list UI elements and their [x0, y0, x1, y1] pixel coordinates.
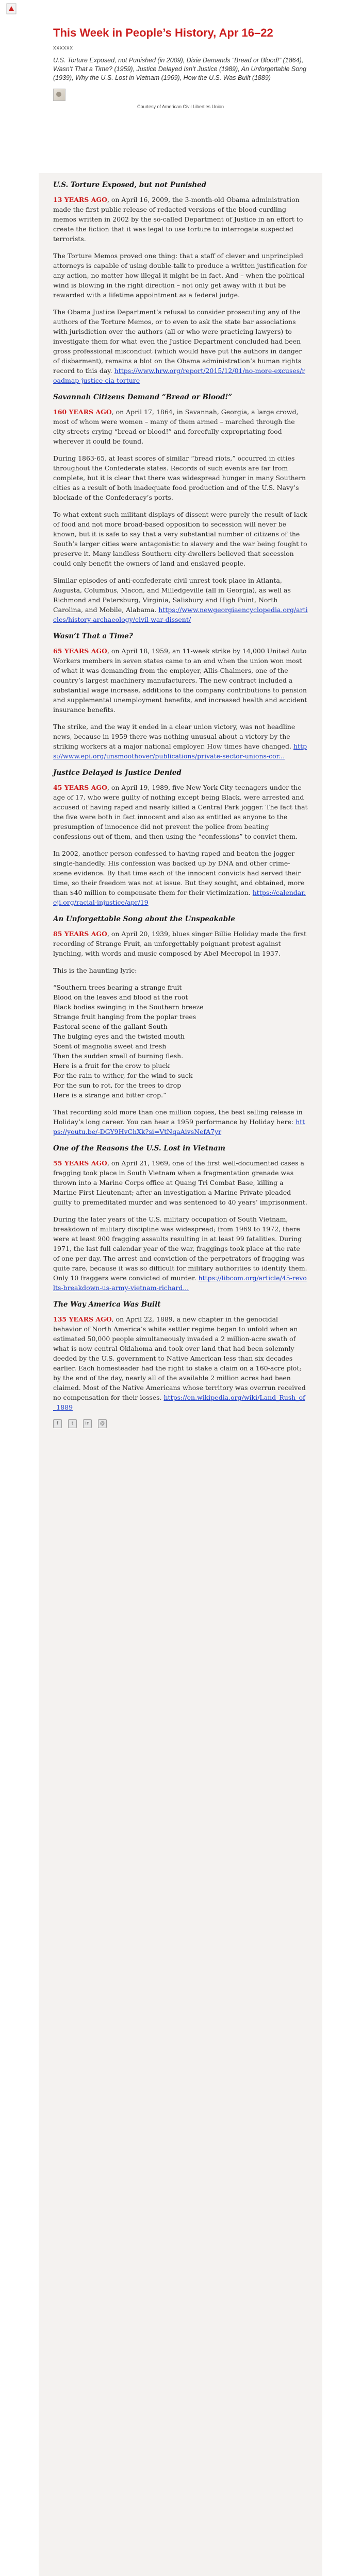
- source-link[interactable]: https://www.hrw.org/report/2015/12/01/no-more-excuses/roadmap-justice-cia-torture: [53, 367, 305, 384]
- years-ago-lead: 13 YEARS AGO: [53, 196, 107, 204]
- source-link[interactable]: https://libcom.org/article/45-revolts-breakdown-us-army-vietnam-richard...: [53, 1274, 307, 1292]
- kicker: xxxxxx: [53, 45, 73, 51]
- section-paragraph: [53, 965, 308, 975]
- section-paragraph: [53, 1214, 308, 1293]
- paragraph-text: , on April 22, 1889, a new chapter in the genocidal behavior of North America’s white settler regime began to unfold when an estimated 50,000 people simultaneously invaded a 2 million-acre swath of what is now central Oklahoma and took over land that had been solemnly deeded by the U.S. government to Native American less than six decades earlier. Each homesteader had the right to stake a claim on a 160-acre plot; by the end of the day, nearly all of the available 2 million acres had been claimed. Most of the Native Americans whose territory was overrun received no compensation for their losses.: [53, 1315, 306, 1401]
- paragraph-text: To what extent such militant displays of dissent were purely the result of lack of food and not more broad-based opposition to secession will never be known, but it is safe to say that a very substantial number of citizens of the South’s larger cities were antagonistic to slavery and the war being fought to preserve it. Many landless Southern city-dwellers believed that secession could only benefit the owners of land and enslaved people.: [53, 511, 307, 567]
- source-link[interactable]: https://youtu.be/-DGY9HvChXk?si=VtNqaAivsNefA7yr: [53, 1118, 305, 1136]
- years-ago-lead: 160 YEARS AGO: [53, 408, 112, 416]
- article-section: [53, 1144, 308, 1293]
- hero-credit: Courtesy of American Civil Liberties Union: [137, 104, 224, 109]
- section-heading: U.S. Torture Exposed, but not Punished: [53, 181, 207, 189]
- article-section: [53, 180, 308, 385]
- source-link[interactable]: https://www.newgeorgiaencyclopedia.org/articles/history-archaeology/civil-war-dissent/: [53, 606, 308, 623]
- linkedin-icon[interactable]: in: [83, 1419, 92, 1428]
- section-heading: Savannah Citizens Demand “Bread or Blood!”: [53, 393, 233, 401]
- top-bar: [0, 0, 361, 19]
- paragraph-text: , on April 20, 1939, blues singer Billie Holiday made the first recording of Strange Fruit, an unforgettably poignant protest against lynching, with words and music composed by Abel Meeropol in 1937.: [53, 930, 306, 957]
- facebook-icon[interactable]: f: [53, 1419, 62, 1428]
- source-link[interactable]: https://en.wikipedia.org/wiki/Land_Rush_of_1889: [53, 1394, 305, 1411]
- section-heading: One of the Reasons the U.S. Lost in Vietnam: [53, 1144, 225, 1153]
- section-paragraph: [53, 307, 308, 385]
- paragraph-text: This is the haunting lyric:: [53, 967, 137, 974]
- section-paragraph: [53, 929, 308, 958]
- years-ago-lead: 55 YEARS AGO: [53, 1159, 107, 1167]
- source-link[interactable]: https://calendar.eji.org/racial-injustice/apr/19: [53, 889, 306, 906]
- section-paragraph: [53, 575, 308, 624]
- section-paragraph: [53, 1107, 308, 1137]
- paragraph-text: That recording sold more than one million copies, the best selling release in Holiday’s long career. You can hear a 1959 performance by Holiday here:: [53, 1108, 303, 1126]
- section-heading: An Unforgettable Song about the Unspeakable: [53, 915, 235, 923]
- paragraph-text: In 2002, another person confessed to having raped and beaten the jogger single-handedly. His confession was backed up by DNA and other crime-scene evidence. By that time each of the innocent convicts had served their time, so their freedom was not at issue. But they sought, and obtained, more than $40 million to compensate them for their victimization.: [53, 850, 305, 896]
- section-paragraph: [53, 195, 308, 244]
- article-section: [53, 1300, 308, 1412]
- paragraph-text: , on April 21, 1969, one of the first well-documented cases a fragging took place in South Vietnam when a fragmentation grenade was thrown into a Marine Corps office at Quang Tri Combat Base, killing a Marine First Lieutenant; after an investigation a Marine Private pleaded guilty to premeditated murder and was sentenced to 40 years’ imprisonment.: [53, 1159, 307, 1206]
- email-icon[interactable]: @: [98, 1419, 107, 1428]
- section-paragraph: [53, 1314, 308, 1412]
- issue-summary: U.S. Torture Exposed, not Punished (in 2009), Dixie Demands “Bread or Blood!” (1864), Wasn’t That a Time? (1959), Justice Delayed Isn’t Justice (1989), An Unforgettable Song (1939), Why the U.S. Lost in Vietnam (1969), How the U.S. Was Built (1889): [53, 57, 307, 81]
- paragraph-text: The strike, and the way it ended in a clear union victory, was not headline news, because in 1959 there was nothing unusual about a victory by the striking workers at a major national employer. How times have changed.: [53, 723, 296, 750]
- paragraph-text: , on April 18, 1959, an 11-week strike by 14,000 United Auto Workers members in seven states came to an end when the union won most of what it was demanding from the employer, Allis-Chalmers, one of the country’s largest machinery manufacturers. The new contract included a substantial wage increase, additions to the company contributions to pension and supplemental unemployment benefits, and increased health and accident insurance benefits.: [53, 647, 307, 714]
- hero-image: [53, 89, 65, 101]
- page-title: This Week in People’s History, Apr 16–22: [53, 26, 273, 39]
- section-paragraph: [53, 849, 308, 907]
- years-ago-lead: 65 YEARS AGO: [53, 647, 107, 655]
- section-paragraph: [53, 1158, 308, 1207]
- section-paragraph: [53, 646, 308, 715]
- newsletter-container: [39, 19, 322, 2576]
- brand-logo-icon: [6, 3, 17, 14]
- paragraph-text: During the later years of the U.S. military occupation of South Vietnam, breakdown of military discipline was widespread; from 1969 to 1972, there were at least 900 fragging assaults resulting in at least 99 fatalities. During 1971, the last full calendar year of the war, fraggings took place at the rate of one per day. The arrest and conviction of the perpetrators of fragging was quite rare, because it was so difficult for military authorities to identify them. Only 10 fraggers were convicted of murder.: [53, 1215, 307, 1282]
- paragraph-text: , on April 16, 2009, the 3-month-old Obama administration made the first public release of redacted versions of the blood-curdling memos written in 2002 by the so-called Department of Justice in an effort to create the fiction that it was legal to use torture to interrogate suspected terrorists.: [53, 196, 303, 243]
- paragraph-text: , on April 19, 1989, five New York City teenagers under the age of 17, who were guilty of nothing except being Black, were arrested and accused of having raped and nearly killed a Central Park jogger. The fact that the five were both in fact innocent and also as entitled as anyone to the presumption of innocence did not prevent the police from beating confessions out of them, and then using the “confessions” to convict them.: [53, 784, 308, 840]
- years-ago-lead: 135 YEARS AGO: [53, 1315, 112, 1323]
- twitter-icon[interactable]: t: [68, 1419, 77, 1428]
- newsletter-header: [39, 19, 322, 173]
- article-section: [53, 914, 308, 1137]
- paragraph-text: The Obama Justice Department’s refusal to consider prosecuting any of the authors of the Torture Memos, or to even to ask the state bar associations with jurisdiction over the authors (all or who were practicing lawyers) to investigate them for what even the Justice Department concluded had been gross professional misconduct (which would have put the authors in danger of disbarment), remains a blot on the Obama administration’s human rights record to this day.: [53, 308, 302, 375]
- article-section: [53, 768, 308, 907]
- section-heading: Wasn’t That a Time?: [53, 632, 133, 640]
- section-paragraph: [53, 722, 308, 761]
- hero-image-row: [53, 89, 308, 101]
- paragraph-text: The Torture Memos proved one thing: that a staff of clever and unprincipled attorneys is capable of using double-talk to produce a written justification for any action, no matter how illegal it might be in fact. And – when the political wind is blowing in the right direction – not only get away with it but be rewarded with a lifetime appointment as a federal judge.: [53, 252, 307, 299]
- paragraph-text: During 1863-65, at least scores of similar “bread riots,” occurred in cities throughout the Confederate states. Records of such events are far from complete, but it is clear that there was widespread hunger in many Southern cities as a result of both inadequate food production and of the U.S. Navy’s blockade of the Confederacy’s ports.: [53, 454, 306, 501]
- section-paragraph: [53, 453, 308, 502]
- years-ago-lead: 45 YEARS AGO: [53, 784, 107, 791]
- source-link[interactable]: https://www.epi.org/unsmoothover/publications/private-sector-unions-cor...: [53, 742, 307, 760]
- social-share-row: [53, 1419, 308, 1428]
- paragraph-text: , on April 17, 1864, in Savannah, Georgia, a large crowd, most of whom were women – many of them armed – marched through the city streets crying “bread or blood!” and forcefully expropriating food wherever it could be found.: [53, 408, 299, 445]
- section-paragraph: [53, 783, 308, 841]
- article-section: [53, 393, 308, 624]
- paragraph-text: Similar episodes of anti-confederate civil unrest took place in Atlanta, Augusta, Columbus, Macon, and Milledgeville (all in Georgia), as well as Richmond and Petersburg, Virginia, Salisbury and High Point, North Carolina, and Mobile, Alabama.: [53, 577, 291, 614]
- section-paragraph: [53, 251, 308, 300]
- section-paragraph: [53, 510, 308, 568]
- article-section: [53, 632, 308, 761]
- years-ago-lead: 85 YEARS AGO: [53, 930, 107, 938]
- song-lyrics: “Southern trees bearing a strange fruit Blood on the leaves and blood at the root Black bodies swinging in the Southern breeze Strange fruit hanging from the poplar trees Pastoral scene of the gallant South The bulging eyes and the twisted mouth Scent of magnolia sweet and fresh Then the sudden smell of burning flesh. Here is a fruit for the crow to pluck For the rain to wither, for the wind to suck For the sun to rot, for the trees to drop Here is a strange and bitter crop.”: [53, 984, 204, 1099]
- section-heading: The Way America Was Built: [53, 1300, 161, 1309]
- section-heading: Justice Delayed is Justice Denied: [53, 769, 182, 777]
- article-list: [39, 173, 322, 1428]
- section-paragraph: [53, 407, 308, 446]
